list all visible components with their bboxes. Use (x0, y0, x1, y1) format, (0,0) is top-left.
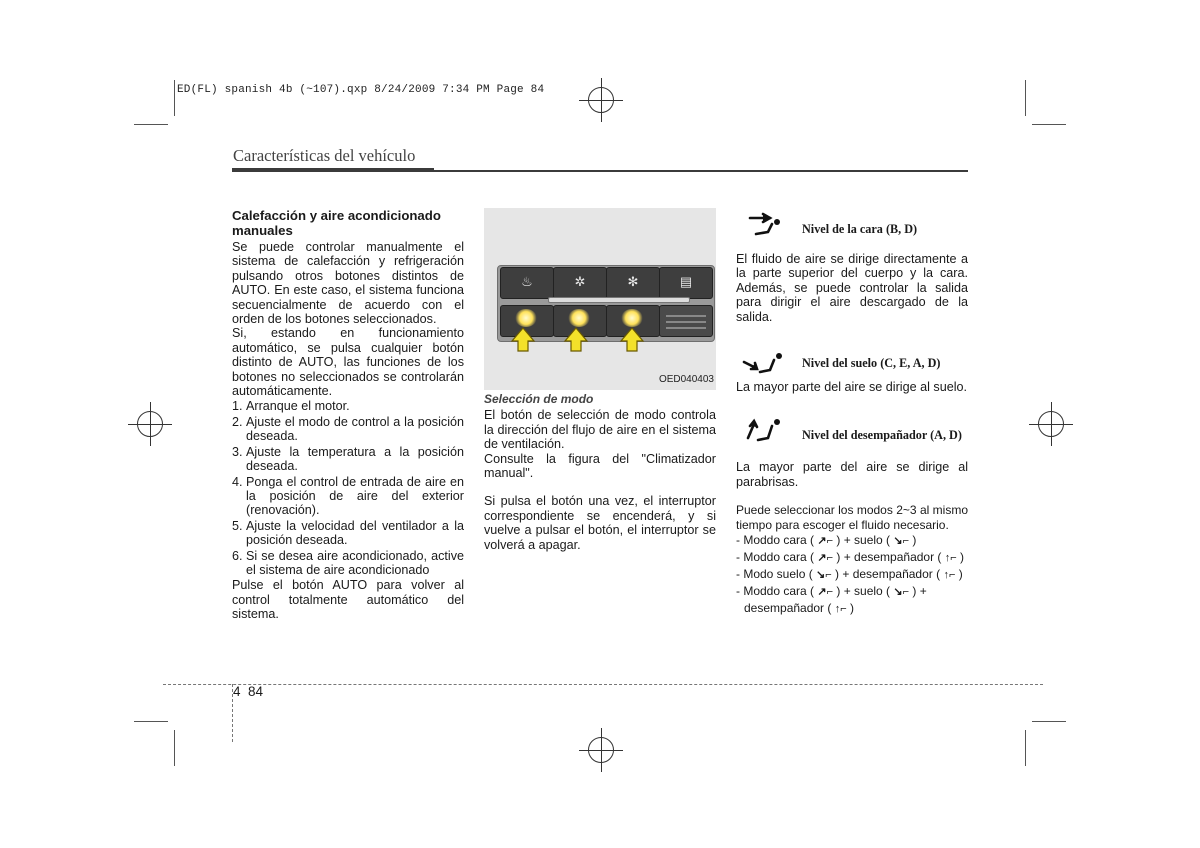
mode-label-defrost: Nivel del desempañador (A, D) (802, 428, 962, 443)
column-manual-climate (232, 208, 464, 622)
crop-mark (174, 730, 175, 766)
list-item: 3. Ajuste la temperatura a la posición deseada. (232, 444, 464, 474)
defrost-vent-icon: ↑⌐ (834, 603, 847, 616)
registration-mark-icon (588, 87, 614, 113)
column-mode-selection (484, 208, 716, 552)
crop-mark (134, 124, 168, 125)
closing-paragraph: Pulse el botón AUTO para volver al control totalmente automático del sistema. (232, 578, 464, 622)
list-item: - Modo suelo ( ↘⌐ ) + desempañador ( ↑⌐ ) (736, 567, 963, 582)
section-header-title: Características del vehículo (233, 146, 416, 165)
crop-mark (134, 721, 168, 722)
figure-code: OED040403 (658, 373, 714, 385)
crop-mark (1025, 730, 1026, 766)
footer-rule (163, 684, 1043, 685)
list-item: 1. Arranque el motor. (232, 399, 350, 414)
crop-mark (1032, 721, 1066, 722)
header-rule (434, 170, 968, 172)
face-vent-icon: ↗⌐ (817, 552, 834, 565)
figure-caption: Selección de modo (484, 392, 594, 406)
list-item: 6. Si se desea aire acondicionado, active el sistema de aire acondicionado (232, 548, 464, 577)
mode-text-defrost: La mayor parte del aire se dirige al parabrisas. (736, 460, 968, 489)
mode-paragraph-3: Si pulsa el botón una vez, el interruptor correspondiente se encenderá, y si vuelve a pulsar el botón, el interruptor se volverá a apagar. (484, 494, 716, 552)
face-vent-icon: ↗⌐ (817, 586, 834, 599)
floor-vent-icon (740, 348, 786, 378)
floor-vent-icon: ↘⌐ (816, 569, 832, 582)
crop-mark (1032, 124, 1066, 125)
mode-selection-figure (484, 208, 716, 390)
registration-mark-icon (1038, 411, 1064, 437)
column-air-levels (736, 208, 968, 617)
mode-paragraph-1: El botón de selección de modo controla la dirección del flujo de aire en el sistema de ventilación. (484, 408, 716, 452)
mode-text-floor: La mayor parte del aire se dirige al suelo. (736, 380, 968, 395)
combo-block (736, 503, 968, 617)
defrost-vent-icon (740, 416, 786, 446)
floor-vent-icon: ↘⌐ (893, 586, 910, 599)
mode-text-face: El fluido de aire se dirige directamente a la parte superior del cuerpo y la cara. Además, se puede controlar la salida para dirigir el aire descargado de la salida. (736, 252, 968, 324)
file-slug: ED(FL) spanish 4b (~107).qxp 8/24/2009 7:34 PM Page 84 (177, 84, 545, 96)
fan-low-button: ✲ (553, 267, 607, 299)
section-heading: Calefacción y aire acondicionado manuales (232, 208, 441, 238)
defrost-rear-button: ▤ (659, 267, 713, 299)
face-vent-icon (740, 210, 786, 240)
auto-paragraph: Si, estando en funcionamiento automático, se pulsa cualquier botón distinto de AUTO, las funciones de los botones no seleccionados se controlarán automáticamente. (232, 326, 464, 399)
fan-high-button: ✻ (606, 267, 660, 299)
mode-row-face (736, 208, 968, 242)
intro-paragraph: Se puede controlar manualmente el sistema de calefacción y refrigeración pulsando otros botones distintos de AUTO. En este caso, el sistema funciona secuencialmente de acuerdo con el orden de los botones seleccionados. (232, 240, 464, 327)
mode-label-floor: Nivel del suelo (C, E, A, D) (802, 356, 941, 371)
crop-mark (1025, 80, 1026, 116)
face-vent-icon: ↗⌐ (817, 535, 834, 548)
registration-mark-icon (588, 737, 614, 763)
list-item: 4. Ponga el control de entrada de aire en la posición de aire del exterior (renovación). (232, 474, 464, 518)
floor-vent-icon: ↘⌐ (893, 535, 910, 548)
mode-label-face: Nivel de la cara (B, D) (802, 222, 918, 236)
mode-row-floor (736, 346, 968, 380)
list-item: desempañador ( ↑⌐ ) (744, 601, 855, 616)
mode-paragraph-2: Consulte la figura del "Climatizador manual". (484, 451, 716, 481)
list-item: 5. Ajuste la velocidad del ventilador a la posición deseada. (232, 518, 464, 548)
defrost-front-button: ♨ (500, 267, 554, 299)
steps-list (232, 399, 464, 577)
defrost-vent-icon: ↑⌐ (944, 552, 957, 565)
list-item: 2. Ajuste el modo de control a la posición deseada. (232, 414, 464, 444)
crop-mark (174, 80, 175, 116)
yellow-arrows-icon (484, 208, 716, 390)
combo-intro: Puede seleccionar los modos 2~3 al mismo tiempo para escoger el fluido necesario. (736, 503, 968, 532)
mode-row-defrost (736, 414, 968, 448)
registration-mark-icon (137, 411, 163, 437)
page-number: 4 84 (233, 684, 264, 699)
list-item: - Moddo cara ( ↗⌐ ) + suelo ( ↘⌐ ) + (736, 584, 927, 599)
list-item: - Moddo cara ( ↗⌐ ) + desempañador ( ↑⌐ ) (736, 550, 965, 565)
defrost-vent-icon: ↑⌐ (943, 569, 956, 582)
header-rule (232, 168, 434, 172)
list-item: - Moddo cara ( ↗⌐ ) + suelo ( ↘⌐ ) (736, 533, 917, 548)
